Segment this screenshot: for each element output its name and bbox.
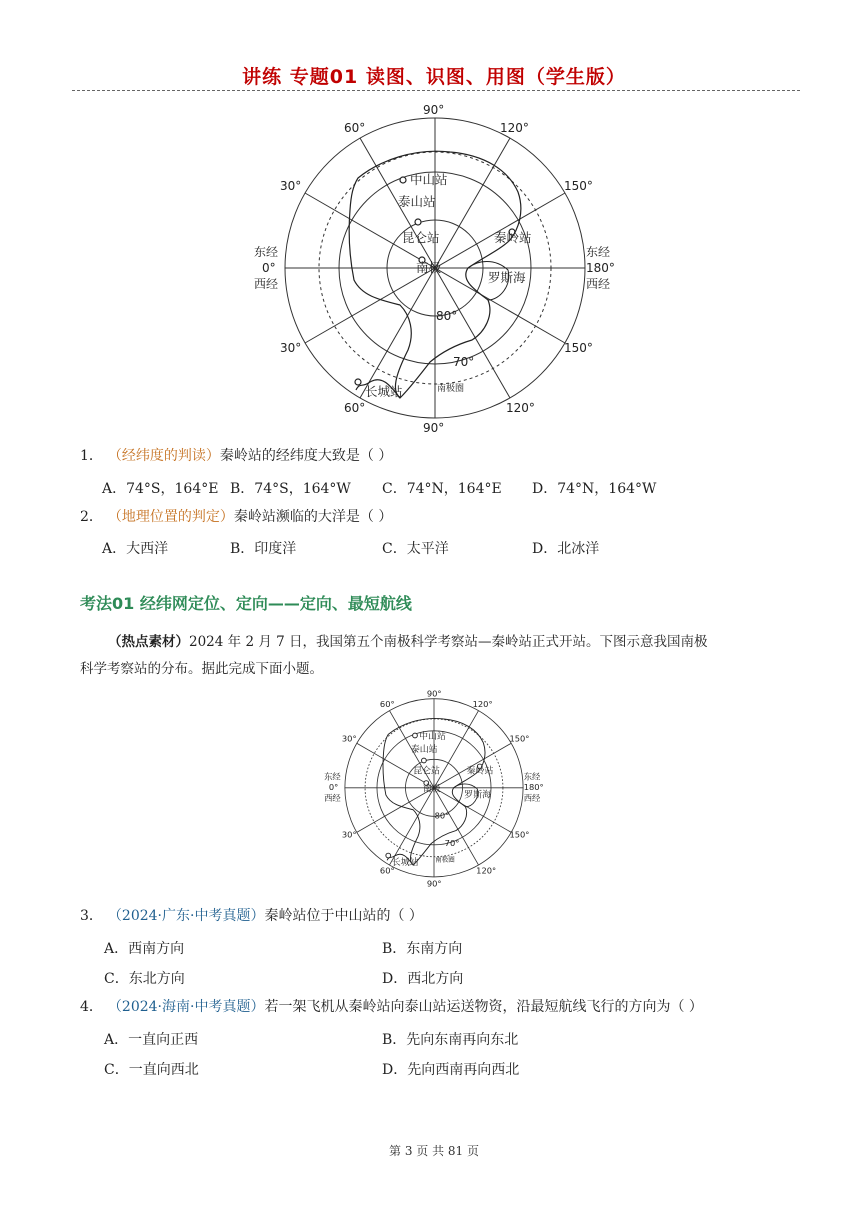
small-ross-sea: 罗斯海 — [464, 790, 492, 801]
q1-option-a[interactable]: A．74°S，164°E — [102, 481, 219, 497]
small-lon-60-bottom: 60° — [379, 865, 395, 876]
q2-tag: （地理位置的判定） — [114, 509, 234, 525]
lon-label-30-upper: 30° — [280, 179, 302, 193]
antarctica-map-large — [250, 100, 620, 440]
lon-label-30-lower: 30° — [280, 341, 302, 355]
west-longitude-left: 西经 — [254, 277, 279, 291]
small-east-left: 东经 — [324, 771, 341, 782]
page-footer: 第 3 页 共 81 页 — [389, 1144, 479, 1158]
question-3 — [80, 907, 423, 925]
q1-tag: （经纬度的判读） — [114, 448, 220, 464]
small-zero-left: 0° — [328, 782, 339, 793]
small-station-taishan: 泰山站 — [410, 745, 438, 756]
header-divider — [72, 90, 800, 91]
east-longitude-left: 东经 — [254, 245, 279, 259]
lon-label-60-top: 60° — [344, 121, 366, 135]
question-1 — [80, 447, 392, 465]
q4-number: 4． — [80, 999, 103, 1015]
material-tag: （热点素材） — [108, 634, 189, 650]
zero-degree-left: 0° — [262, 261, 276, 275]
material-text-1: 2024 年 2 月 7 日，我国第五个南极科学考察站—秦岭站正式开站。下图示意我国南极 — [189, 634, 708, 650]
q4-option-a[interactable]: A．一直向正西 — [104, 1032, 199, 1048]
lon-label-150-upper: 150° — [564, 179, 593, 193]
q3-option-a[interactable]: A．西南方向 — [104, 941, 185, 957]
q1-option-d[interactable]: D．74°N，164°W — [532, 481, 657, 497]
small-station-kunlun: 昆仑站 — [413, 766, 440, 777]
south-pole-label: 南极 — [416, 260, 442, 275]
small-lon-30-lower: 30° — [341, 829, 357, 840]
material-line-2: 科学考察站的分布。据此完成下面小题。 — [80, 661, 323, 677]
small-lon-120-top: 120° — [472, 699, 493, 710]
q4-option-b[interactable]: B．先向东南再向东北 — [382, 1032, 519, 1048]
q3-tag: （2024·广东·中考真题） — [114, 908, 265, 924]
q4-tag: （2024·海南·中考真题） — [114, 999, 265, 1015]
small-west-left: 西经 — [324, 792, 341, 803]
lon-label-90-bottom: 90° — [423, 421, 445, 435]
q3-number: 3． — [80, 908, 103, 924]
small-south-pole: 南极 — [422, 784, 441, 795]
east-longitude-right: 东经 — [586, 245, 611, 259]
ross-sea-label: 罗斯海 — [488, 270, 526, 285]
lon-label-150-lower: 150° — [564, 341, 593, 355]
small-lon-90-bottom: 90° — [426, 878, 442, 889]
small-lon-150-upper: 150° — [509, 733, 530, 744]
station-qinling: 秦岭站 — [494, 230, 532, 245]
q3-text: 秦岭站位于中山站的（ ） — [264, 908, 423, 924]
small-station-changcheng: 长城站 — [391, 858, 419, 869]
q3-option-c[interactable]: C．东北方向 — [104, 971, 185, 987]
q2-number: 2． — [80, 509, 103, 525]
west-longitude-right: 西经 — [586, 277, 611, 291]
small-lon-120-bottom: 120° — [476, 865, 497, 876]
small-station-zhongshan: 中山站 — [419, 732, 446, 743]
small-lon-150-lower: 150° — [509, 829, 530, 840]
q1-text: 秦岭站的经纬度大致是（ ） — [219, 448, 393, 464]
q2-option-a[interactable]: A．大西洋 — [102, 541, 169, 557]
lon-label-120-bottom: 120° — [506, 401, 535, 415]
q2-text: 秦岭站濒临的大洋是（ ） — [233, 509, 393, 525]
q1-option-b[interactable]: B．74°S，164°W — [230, 481, 351, 497]
q4-text: 若一架飞机从秦岭站向泰山站运送物资，沿最短航线飞行的方向为（ ） — [264, 999, 703, 1015]
small-lat-70: 70° — [444, 838, 460, 849]
q2-option-d[interactable]: D．北冰洋 — [532, 541, 600, 557]
small-lon-60-top: 60° — [379, 699, 395, 710]
antarctic-circle-label: 南极圈 — [437, 384, 465, 394]
q2-option-b[interactable]: B．印度洋 — [230, 541, 297, 557]
station-changcheng: 长城站 — [365, 384, 403, 399]
small-east-right: 东经 — [523, 771, 541, 782]
small-station-qinling: 秦岭站 — [466, 766, 494, 777]
lat-label-80: 80° — [436, 309, 458, 323]
q1-option-c[interactable]: C．74°N，164°E — [382, 481, 502, 497]
small-west-right: 西经 — [523, 792, 541, 803]
q4-option-c[interactable]: C．一直向西北 — [104, 1062, 199, 1078]
small-180-right: 180° — [523, 782, 544, 793]
180-degree-right: 180° — [586, 261, 615, 275]
lon-label-60-bottom: 60° — [344, 401, 366, 415]
q2-option-c[interactable]: C．太平洋 — [382, 541, 449, 557]
station-zhongshan: 中山站 — [410, 172, 448, 187]
q4-option-d[interactable]: D．先向西南再向西北 — [382, 1062, 520, 1078]
q3-option-d[interactable]: D．西北方向 — [382, 971, 464, 987]
small-antarctic-circle: 南极圈 — [435, 855, 455, 864]
lon-label-120-top: 120° — [500, 121, 529, 135]
station-taishan: 泰山站 — [398, 194, 436, 209]
lon-label-90-top: 90° — [423, 103, 445, 117]
small-lon-30-upper: 30° — [341, 733, 357, 744]
lat-label-70: 70° — [453, 355, 475, 369]
material-line-1 — [80, 633, 784, 651]
station-kunlun: 昆仑站 — [402, 230, 440, 245]
section-title: 考法01 经纬网定位、定向——定向、最短航线 — [80, 594, 412, 613]
small-lat-80: 80° — [434, 810, 450, 821]
antarctica-map-small — [316, 688, 552, 890]
q3-option-b[interactable]: B．东南方向 — [382, 941, 463, 957]
question-2 — [80, 508, 392, 526]
question-4 — [80, 998, 703, 1016]
q1-number: 1． — [80, 448, 103, 464]
page-header-title: 讲练 专题01 读图、识图、用图（学生版） — [242, 66, 626, 88]
small-lon-90-top: 90° — [426, 688, 442, 699]
